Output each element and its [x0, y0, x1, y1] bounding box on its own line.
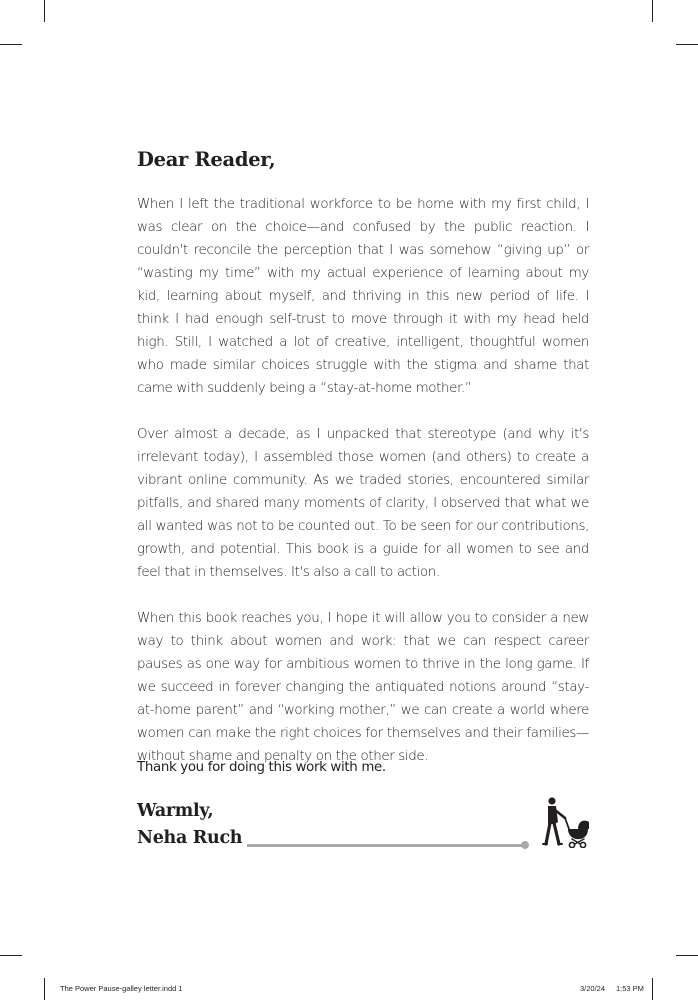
slug-file-label: The Power Pause-galley letter.indd 1 — [60, 984, 183, 993]
signature-name: Neha Ruch — [137, 828, 243, 848]
slug-time: 1:53 PM — [616, 984, 644, 993]
letter-heading: Dear Reader, — [137, 148, 276, 171]
crop-mark-bottom-left — [44, 978, 45, 1000]
crop-mark-right-top — [676, 44, 698, 45]
paragraph-1: When I left the traditional workforce to be home with my first child, I was clear on the choice—and confused by the public reaction. I couldn't reconcile the perception that I was somehow “giving up” or “wasting my time” with my actual experience of learning about my kid, learning about myself, and thriving in this new period of life. I think I had enough self-trust to move through it with my head held high. Still, I watched a lot of creative, intelligent, thoughtful women who made similar choices struggle with the stigma and shame that came with suddenly being a “stay-at-home mother.” — [137, 197, 589, 396]
paragraph-2: Over almost a decade, as I unpacked that stereotype (and why it's irrelevant today), I assembled those women (and others) to create a vibrant online community. As we traded stories, encountered similar pitfalls, and shared many moments of clarity, I observed that what we all wanted was not to be counted out. To be seen for our contributions, growth, and potential. This book is a guide for all women to see and feel that in themselves. It's also a call to action. — [137, 427, 589, 580]
paragraph-3: When this book reaches you, I hope it will allow you to consider a new way to think about women and work: that we can respect career pauses as one way for ambitious women to thrive in the long game. If we succeed in forever changing the antiquated notions around “stay-at-home parent” and “working mother,” we can create a world where women can make the right choices for themselves and their families—without shame and penalty on the other side. — [137, 611, 589, 764]
crop-mark-left-top — [0, 44, 22, 45]
signature-rule-dot — [521, 841, 529, 849]
letter-body — [137, 193, 589, 791]
crop-mark-bottom-right — [652, 978, 653, 1000]
slug-date: 3/20/24 — [580, 984, 606, 993]
signature-rule — [247, 844, 525, 847]
parent-with-stroller-icon — [538, 796, 590, 848]
crop-mark-top-left — [44, 0, 45, 22]
signature-block — [137, 798, 242, 852]
crop-mark-right-bottom — [676, 955, 698, 956]
closing-line: Thank you for doing this work with me. — [137, 760, 386, 775]
signoff-word: Warmly, — [137, 801, 214, 821]
crop-mark-top-right — [652, 0, 653, 22]
crop-mark-left-bottom — [0, 955, 22, 956]
